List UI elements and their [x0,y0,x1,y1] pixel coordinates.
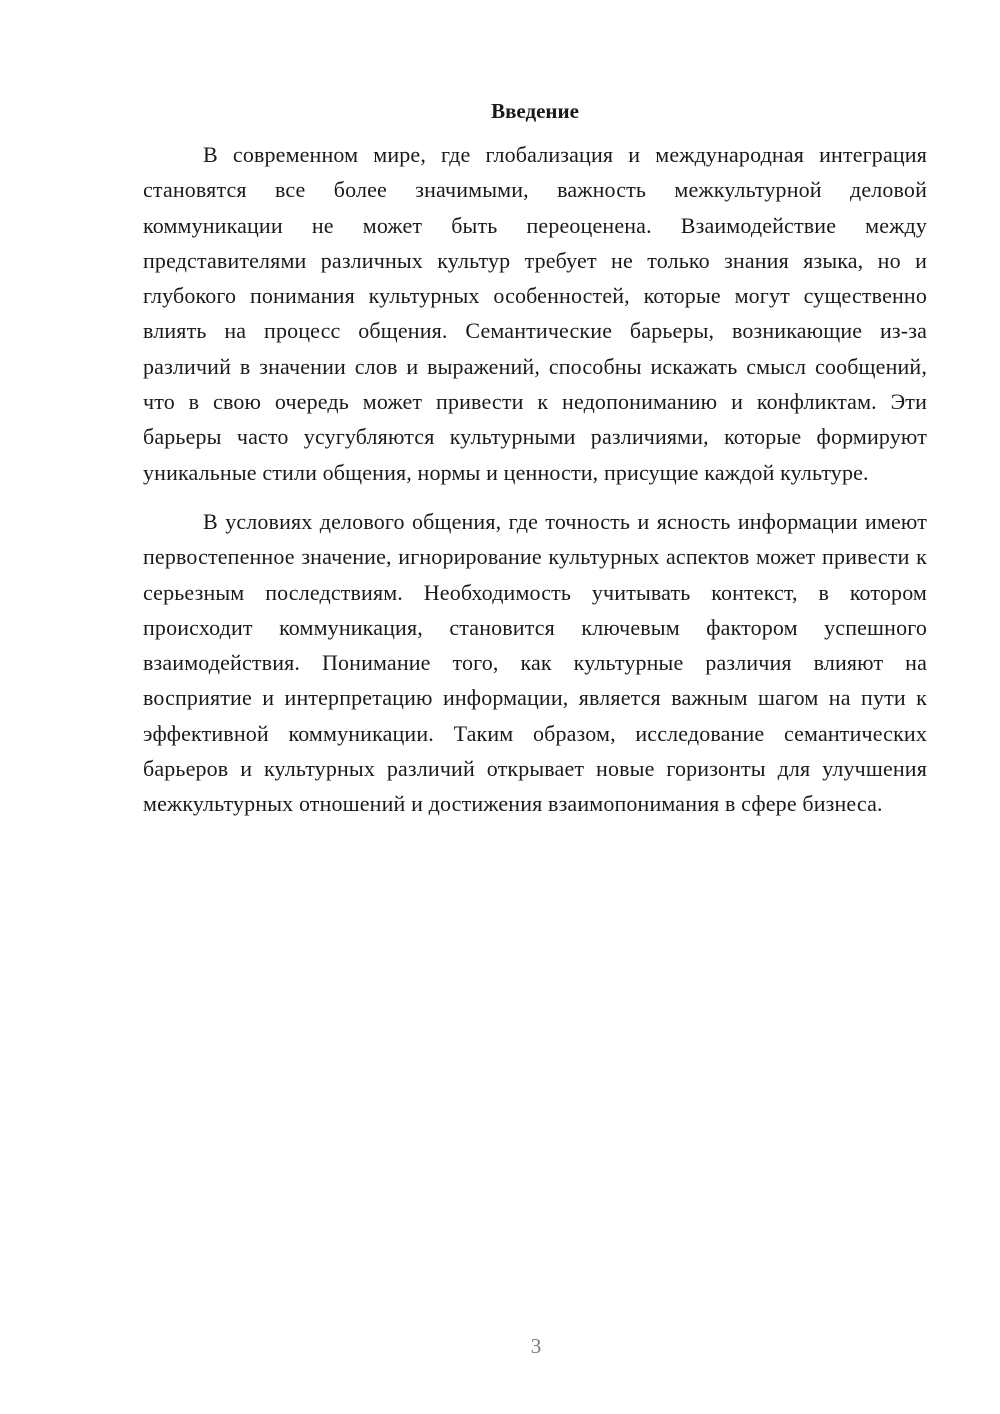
paragraph-intro: В современном мире, где глобализация и международная интеграция становятся все более значимыми, важность межкультурной деловой коммуникации не может быть переоценена. Взаимодействие между представителями различных культур требует не только знания языка, но и глубокого понимания культурных особенностей, которые могут существенно влиять на процесс общения. Семантические барьеры, возникающие из-за различий в значении слов и выражений, способны искажать смысл сообщений, что в свою очередь может привести к недопониманию и конфликтам. Эти барьеры часто усугубляются культурными различиями, которые формируют уникальные стили общения, нормы и ценности, присущие каждой культуре. [143,142,927,485]
paragraph-business-context: В условиях делового общения, где точность и ясность информации имеют первостепенное значение, игнорирование культурных аспектов может привести к серьезным последствиям. Необходимость учитывать контекст, в котором происходит коммуникация, становится ключевым фактором успешного взаимодействия. Понимание того, как культурные различия влияют на восприятие и интерпретацию информации, является важным шагом на пути к эффективной коммуникации. Таким образом, исследование семантических барьеров и культурных различий открывает новые горизонты для улучшения межкультурных отношений и достижения взаимопонимания в сфере бизнеса. [143,508,927,817]
page-number: 3 [530,1334,542,1358]
section-heading: Введение [491,99,579,123]
page-body [143,96,927,822]
